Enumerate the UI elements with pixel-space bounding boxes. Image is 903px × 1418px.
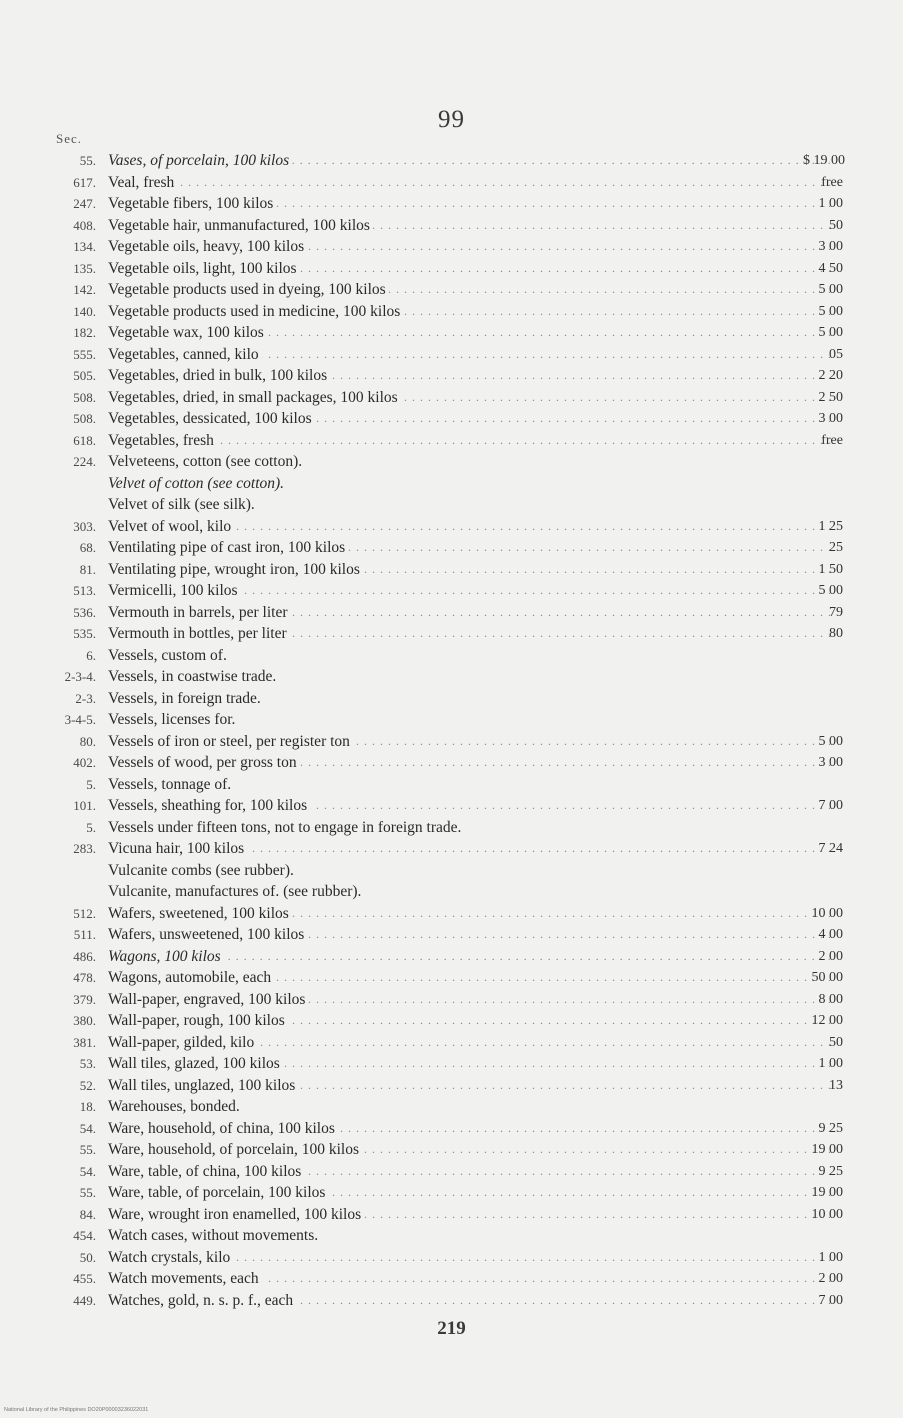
entry-description [108,279,831,301]
entry-description [108,1268,831,1290]
entry-description [108,881,831,903]
section-number: 454. [73,1228,96,1243]
table-row [0,817,903,839]
entry-description [108,258,831,280]
section-number: 513. [73,583,96,598]
entry-description-text: Vessels, in coastwise trade. [108,668,279,685]
entry-description-text: Vermouth in barrels, per liter [108,604,290,621]
entry-description [108,731,831,753]
duty-rate: 3 00 [818,239,843,254]
entry-list [0,150,903,1311]
entry-description [108,1225,831,1247]
duty-rate: 5 00 [818,282,843,297]
entry-description-text: Vegetable oils, heavy, 100 kilos [108,238,307,255]
page-number-top: 99 [438,106,465,133]
entry-description [108,989,831,1011]
section-number: 402. [73,755,96,770]
table-row [0,537,903,559]
section-number: 134. [73,239,96,254]
table-row [0,408,903,430]
entry-description-text: Vicuna hair, 100 kilos [108,840,247,857]
entry-description [108,709,831,731]
table-row [0,666,903,688]
table-row [0,494,903,516]
duty-rate: 7 24 [818,841,843,856]
section-number: 303. [73,518,96,534]
table-row [0,1053,903,1075]
table-row [0,193,903,215]
section-number: 505. [73,368,96,383]
entry-description [108,150,831,172]
entry-description [108,1075,831,1097]
table-row [0,1225,903,1247]
duty-rate: 50 [829,217,843,233]
table-row [0,1182,903,1204]
entry-description [108,344,831,366]
section-number: 68. [79,540,96,555]
page-number-bottom: 219 [437,1318,466,1339]
entry-description [108,946,831,968]
section-number: 50. [79,1249,96,1265]
section-number: 54. [79,1163,96,1179]
table-row [0,301,903,323]
entry-description [108,752,831,774]
entry-description-text: Wall-paper, gilded, kilo [108,1034,257,1051]
duty-rate: $ 19 00 [803,153,845,168]
section-number: 536. [73,604,96,620]
entry-description [108,1247,831,1269]
section-number: 455. [73,1271,96,1286]
entry-description-text: Wall-paper, engraved, 100 kilos [108,991,308,1008]
entry-description [108,1290,831,1312]
duty-rate: 13 [829,1077,843,1093]
entry-description [108,473,831,495]
entry-description-text: Wall tiles, glazed, 100 kilos [108,1055,283,1072]
entry-description-text: Watch movements, each [108,1270,262,1287]
entry-description [108,795,831,817]
entry-description-text: Ware, household, of china, 100 kilos [108,1120,338,1137]
section-number: 512. [73,905,96,921]
table-row [0,580,903,602]
table-row [0,903,903,925]
duty-rate: 25 [829,540,843,555]
table-row [0,430,903,452]
section-number: 55. [79,1185,96,1200]
entry-description-text: Vulcanite combs (see rubber). [108,862,297,879]
section-number: 52. [79,1077,96,1093]
section-number: 486. [73,948,96,964]
duty-rate: 1 00 [818,1056,843,1071]
table-row [0,774,903,796]
entry-description-text: Vases, of porcelain, 100 kilos [108,152,292,169]
section-number: 142. [73,282,96,297]
entry-description-text: Velvet of silk (see silk). [108,496,258,513]
table-row [0,1290,903,1312]
duty-rate: 10 00 [811,905,843,921]
section-number: 508. [73,389,96,405]
entry-description-text: Watch crystals, kilo [108,1249,233,1266]
table-row [0,1096,903,1118]
entry-description-text: Vermicelli, 100 kilos [108,582,241,599]
section-number: 84. [79,1206,96,1222]
entry-description [108,365,831,387]
entry-description [108,623,831,645]
entry-description-text: Vegetables, fresh [108,432,217,449]
table-row [0,473,903,495]
entry-description-text: Wagons, 100 kilos [108,948,224,965]
table-row [0,1010,903,1032]
entry-description [108,322,831,344]
table-row [0,279,903,301]
table-row [0,1161,903,1183]
entry-description [108,301,831,323]
duty-rate: 9 25 [818,1120,843,1136]
table-row [0,1139,903,1161]
entry-description-text: Vessels, tonnage of. [108,776,234,793]
duty-rate: free [821,174,843,190]
duty-rate: 4 00 [818,927,843,942]
table-row [0,365,903,387]
section-number: 3-4-5. [64,712,96,727]
entry-description [108,408,831,430]
entry-description [108,1053,831,1075]
entry-description-text: Wall-paper, rough, 100 kilos [108,1012,288,1029]
entry-description-text: Vessels, in foreign trade. [108,690,264,707]
duty-rate: 1 50 [818,561,843,577]
table-row [0,967,903,989]
section-number: 101. [73,798,96,813]
section-number: 2-3-4. [64,669,96,684]
table-row [0,236,903,258]
table-row [0,150,903,172]
table-row [0,795,903,817]
table-row [0,924,903,946]
entry-description [108,236,831,258]
table-row [0,752,903,774]
table-row [0,838,903,860]
section-number: 478. [73,970,96,985]
table-row [0,623,903,645]
entry-description [108,774,831,796]
duty-rate: 3 00 [818,755,843,770]
section-number: 80. [79,733,96,749]
table-row [0,387,903,409]
entry-description-text: Ventilating pipe, wrought iron, 100 kilos [108,561,363,578]
duty-rate: free [821,432,843,448]
entry-description-text: Watch cases, without movements. [108,1227,321,1244]
entry-description-text: Vessels under fifteen tons, not to engage in foreign trade. [108,819,464,836]
entry-description-text: Ware, table, of china, 100 kilos [108,1163,304,1180]
table-row [0,731,903,753]
entry-description-text: Vermouth in bottles, per liter [108,625,290,642]
entry-description-text: Vessels of wood, per gross ton [108,754,300,771]
duty-rate: 1 25 [818,518,843,534]
entry-description [108,817,831,839]
duty-rate: 7 00 [818,1292,843,1308]
section-number: 54. [79,1120,96,1136]
duty-rate: 2 20 [818,368,843,383]
entry-description [108,1182,831,1204]
section-number: 140. [73,303,96,319]
section-number: 2-3. [75,690,96,706]
entry-description-text: Vessels, custom of. [108,647,230,664]
duty-rate: 79 [829,604,843,620]
entry-description [108,688,831,710]
table-row [0,688,903,710]
entry-description [108,172,831,194]
entry-description-text: Wafers, sweetened, 100 kilos [108,905,292,922]
section-number: 53. [79,1056,96,1071]
sec-column-label: Sec. [56,131,83,146]
duty-rate: 2 00 [818,948,843,964]
entry-description [108,645,831,667]
entry-description-text: Ware, wrought iron enamelled, 100 kilos [108,1206,364,1223]
entry-description [108,903,831,925]
duty-rate: 1 00 [818,196,843,211]
section-number: 55. [79,153,96,168]
entry-description-text: Vegetable products used in medicine, 100 kilos [108,303,403,320]
entry-description-text: Velvet of wool, kilo [108,518,234,535]
entry-description-text: Vessels, licenses for. [108,711,238,728]
entry-description-text: Wafers, unsweetened, 100 kilos [108,926,307,943]
entry-description [108,924,831,946]
entry-description [108,838,831,860]
entry-description [108,387,831,409]
duty-rate: 2 00 [818,1271,843,1286]
entry-description-text: Vegetable fibers, 100 kilos [108,195,276,212]
entry-description-text: Vessels of iron or steel, per register ton [108,733,353,750]
section-number: 555. [73,346,96,362]
section-number: 5. [86,776,96,792]
table-row [0,645,903,667]
entry-description-text: Ware, household, of porcelain, 100 kilos [108,1141,362,1158]
entry-description [108,537,831,559]
duty-rate: 50 [829,1034,843,1050]
entry-description [108,967,831,989]
entry-description-text: Warehouses, bonded. [108,1098,243,1115]
duty-rate: 4 50 [818,260,843,276]
section-number: 617. [73,174,96,190]
entry-description [108,1139,831,1161]
entry-description-text: Vegetables, canned, kilo [108,346,262,363]
section-number: 381. [73,1034,96,1050]
archive-footer-note: National Library of the Philippines DO20P00003236022031 [4,1407,149,1413]
duty-rate: 9 25 [818,1163,843,1179]
duty-rate: 80 [829,626,843,641]
duty-rate: 7 00 [818,798,843,813]
entry-description [108,1161,831,1183]
duty-rate: 50 00 [811,970,843,985]
duty-rate: 3 00 [818,411,843,426]
duty-rate: 10 00 [811,1206,843,1222]
section-number: 6. [86,647,96,663]
section-number: 247. [73,196,96,211]
table-row [0,559,903,581]
section-number: 508. [73,411,96,426]
section-number: 408. [73,217,96,233]
entry-description-text: Veal, fresh [108,174,177,191]
entry-description [108,559,831,581]
entry-description-text: Vegetable products used in dyeing, 100 kilos [108,281,389,298]
entry-description-text: Wagons, automobile, each [108,969,274,986]
duty-rate: 05 [829,346,843,362]
table-row [0,1204,903,1226]
section-number: 283. [73,841,96,856]
duty-rate: 5 00 [818,733,843,749]
entry-description [108,215,831,237]
table-row [0,1075,903,1097]
table-row [0,989,903,1011]
section-number: 380. [73,1013,96,1028]
entry-description [108,1204,831,1226]
duty-rate: 19 00 [811,1142,843,1157]
entry-description-text: Vessels, sheathing for, 100 kilos [108,797,310,814]
table-row [0,1118,903,1140]
entry-description [108,430,831,452]
entry-description-text: Vegetable hair, unmanufactured, 100 kilos [108,217,373,234]
table-row [0,322,903,344]
section-number: 81. [79,561,96,577]
table-row [0,709,903,731]
entry-description-text: Ware, table, of porcelain, 100 kilos [108,1184,328,1201]
section-number: 55. [79,1142,96,1157]
duty-rate: 8 00 [818,991,843,1007]
entry-description [108,602,831,624]
section-number: 449. [73,1292,96,1308]
duty-rate: 5 00 [818,583,843,598]
entry-description [108,494,831,516]
entry-description [108,193,831,215]
table-row [0,1268,903,1290]
table-row [0,602,903,624]
entry-description [108,666,831,688]
section-number: 379. [73,991,96,1007]
entry-description-text: Vulcanite, manufactures of. (see rubber). [108,883,364,900]
table-row [0,946,903,968]
section-number: 18. [79,1099,96,1114]
duty-rate: 5 00 [818,303,843,319]
entry-description [108,1010,831,1032]
entry-description-text: Velveteens, cotton (see cotton). [108,453,305,470]
duty-rate: 12 00 [811,1013,843,1028]
table-row [0,860,903,882]
entry-description-text: Vegetable wax, 100 kilos [108,324,267,341]
entry-description-text: Wall tiles, unglazed, 100 kilos [108,1077,298,1094]
table-row [0,1032,903,1054]
entry-description-text: Ventilating pipe of cast iron, 100 kilos [108,539,348,556]
duty-rate: 19 00 [811,1185,843,1200]
entry-description [108,860,831,882]
table-row [0,516,903,538]
entry-description-text: Velvet of cotton (see cotton). [108,475,287,492]
entry-description [108,580,831,602]
duty-rate: 2 50 [818,389,843,405]
entry-description-text: Vegetables, dried, in small packages, 100 kilos [108,389,401,406]
entry-description-text: Vegetable oils, light, 100 kilos [108,260,300,277]
table-row [0,881,903,903]
table-row [0,1247,903,1269]
table-row [0,344,903,366]
duty-rate: 1 00 [818,1249,843,1265]
section-number: 535. [73,626,96,641]
entry-description [108,1118,831,1140]
section-number: 182. [73,325,96,340]
table-row [0,451,903,473]
section-number: 5. [86,819,96,835]
table-row [0,215,903,237]
entry-description [108,451,831,473]
entry-description-text: Watches, gold, n. s. p. f., each [108,1292,296,1309]
duty-rate: 5 00 [818,325,843,340]
entry-description [108,1096,831,1118]
section-number: 135. [73,260,96,276]
entry-description-text: Vegetables, dried in bulk, 100 kilos [108,367,330,384]
section-number: 511. [73,927,96,942]
table-row [0,172,903,194]
section-number: 224. [73,454,96,469]
entry-description [108,1032,831,1054]
entry-description-text: Vegetables, dessicated, 100 kilos [108,410,315,427]
entry-description [108,516,831,538]
table-row [0,258,903,280]
section-number: 618. [73,432,96,448]
